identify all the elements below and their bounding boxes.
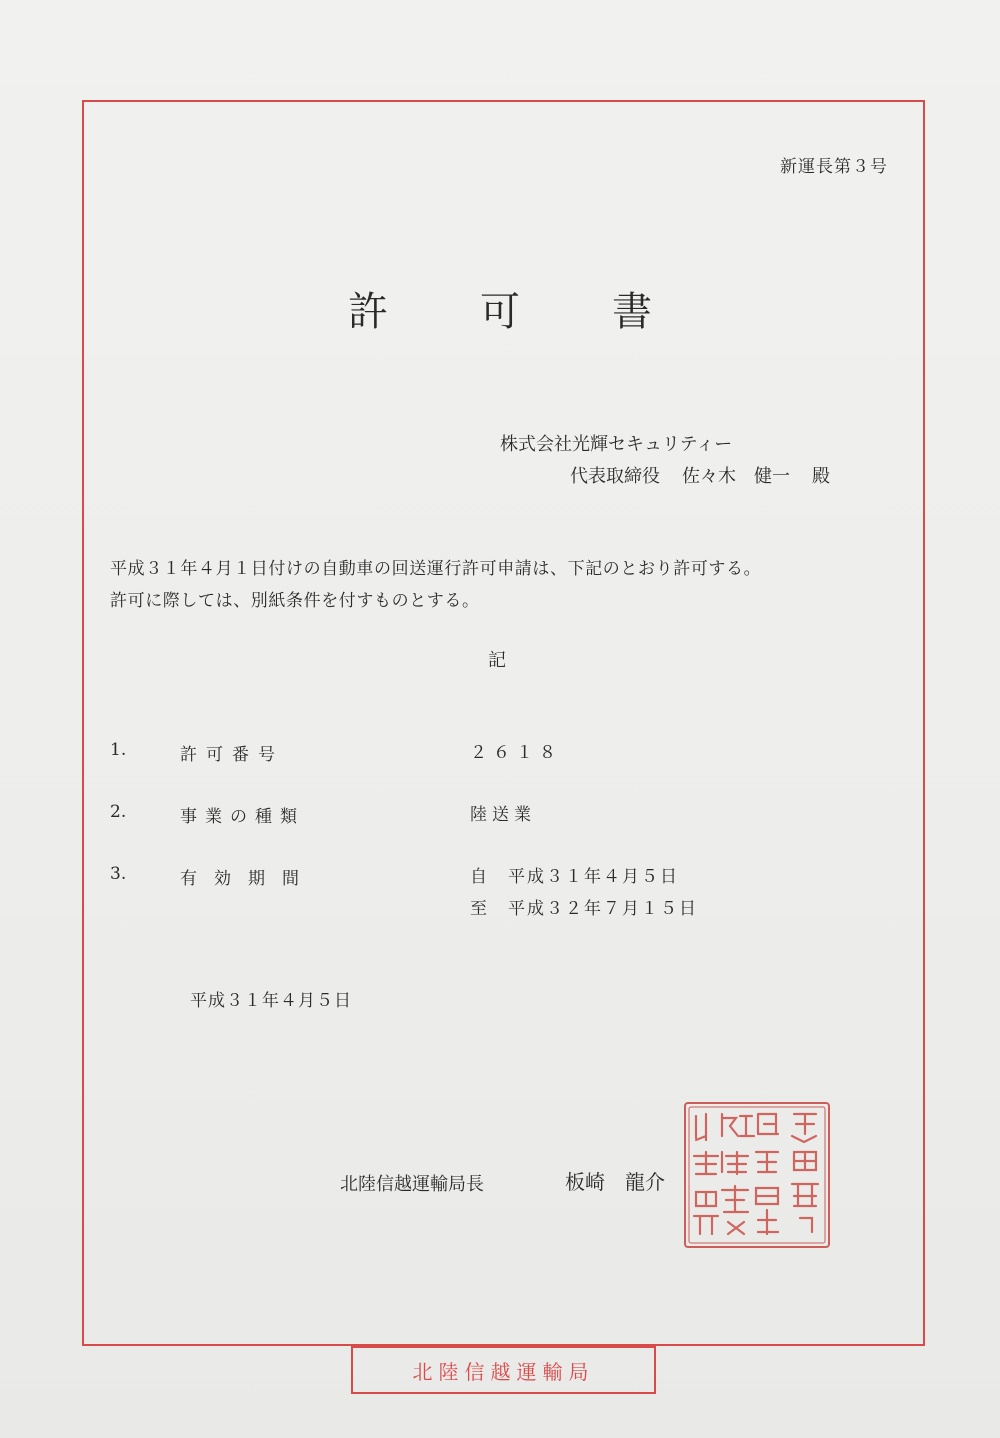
document-title [0, 280, 1000, 337]
item-number: 2. [110, 802, 127, 822]
item-value: 陸送業 [470, 805, 536, 825]
issuer-name: 板崎 龍介 [565, 1170, 665, 1194]
item-number: 3. [110, 864, 127, 884]
item-value: ２６１８ [470, 743, 562, 763]
document-number: 新運長第３号 [780, 157, 888, 177]
title-char: 許 [348, 289, 388, 335]
item-label: 有効期間 [180, 869, 316, 889]
item-value: 至 平成３２年７月１５日 [470, 899, 698, 919]
official-seal-stamp [682, 1100, 832, 1250]
item-label: 事業の種類 [180, 807, 305, 827]
item-number: 1. [110, 740, 127, 760]
recipient-position: 代表取締役 [570, 466, 660, 487]
item-label: 許可番号 [180, 745, 284, 765]
footer-office-label: 北陸信越運輸局 [351, 1346, 656, 1394]
title-char: 可 [480, 289, 520, 335]
recipient-company: 株式会社光輝セキュリティー [500, 434, 733, 455]
issuer-title: 北陸信越運輸局長 [340, 1174, 484, 1195]
title-char: 書 [612, 289, 652, 335]
ki-marker: 記 [488, 650, 506, 671]
body-line: 許可に際しては、別紙条件を付すものとする。 [110, 591, 480, 611]
seal-text: 北陸信越運輸局長之印 [682, 1100, 692, 1101]
recipient-honorific: 殿 [812, 466, 830, 487]
body-line: 平成３１年４月１日付けの自動車の回送運行許可申請は、下記のとおり許可する。 [110, 559, 762, 579]
recipient-representative [570, 462, 830, 488]
recipient-name: 佐々木 健一 [682, 466, 790, 487]
item-value: 自 平成３１年４月５日 [470, 867, 679, 887]
issue-date: 平成３１年４月５日 [190, 991, 352, 1011]
